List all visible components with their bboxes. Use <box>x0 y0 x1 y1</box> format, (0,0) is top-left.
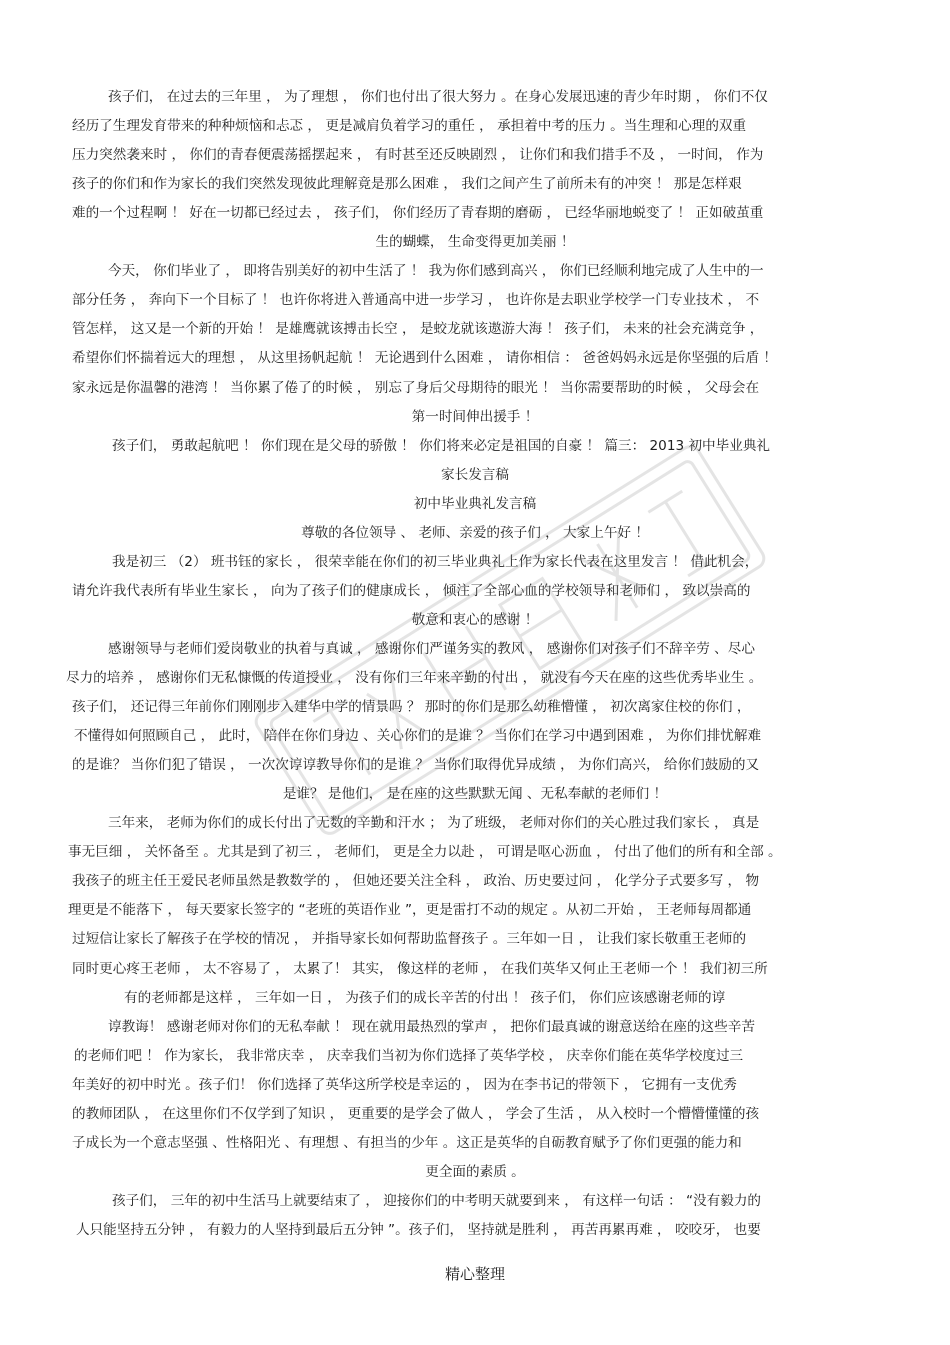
text-line: 经历了生理发育带来的种种烦恼和忐忑 ， 更是减肩负着学习的重任 ， 承担着中考的压力 。当生理和心理的双重 <box>72 118 747 134</box>
text-line: 的是谁？ 当你们犯了错误 ， 一次次谆谆教导你们的是谁 ？ 当你们取得优异成绩 ， 为你们高兴， 给你们鼓励的又 <box>72 757 760 773</box>
text-line: 初中毕业典礼发言稿 <box>413 496 537 512</box>
text-line: 有的老师都是这样 ， 三年如一日 ， 为孩子们的成长辛苦的付出 ！ 孩子们， 你们应该感谢老师的谆 <box>124 990 726 1006</box>
text-line: 尊敬的各位领导 、 老师、亲爱的孩子们 ， 大家上午好 ！ <box>301 525 649 541</box>
text-line: 家长发言稿 <box>441 467 509 483</box>
text-line: 我是初三 （2） 班书钰的家长 ， 很荣幸能在你们的初三毕业典礼上作为家长代表在这里发言 ！ 借此机会， <box>112 554 759 570</box>
text-line: 今天， 你们毕业了 ， 即将告别美好的初中生活了 ！ 我为你们感到高兴 ， 你们已经顺利地完成了人生中的一 <box>108 263 764 279</box>
text-line: 更全面的素质 。 <box>425 1164 525 1180</box>
text-line: 孩子们， 勇敢起航吧 ！ 你们现在是父母的骄傲 ！ 你们将来必定是祖国的自豪 ！ 篇三： 2013 初中毕业典礼 <box>112 438 771 454</box>
text-line: 敬意和衷心的感谢 ！ <box>411 612 539 628</box>
text-line: 尽力的培养 ， 感谢你们无私慷慨的传道授业 ， 没有你们三年来辛勤的付出 ， 就没有今天在座的这些优秀毕业生 。 <box>66 670 763 686</box>
text-line: 我孩子的班主任王爱民老师虽然是教数学的 ， 但她还要关注全科 ， 政治、历史要过问 ， 化学分子式要多写 ， 物 <box>72 873 760 889</box>
page-footer: 精心整理 <box>444 1265 505 1283</box>
text-line: 请允许我代表所有毕业生家长 ， 向为了孩子们的健康成长 ， 倾注了全部心血的学校领导和老师们 ， 致以崇高的 <box>72 583 751 599</box>
text-line: 生的蝴蝶， 生命变得更加美丽 ！ <box>375 234 575 250</box>
text-line: 家永远是你温馨的港湾 ！ 当你累了倦了的时候 ， 别忘了身后父母期待的眼光 ！ 当你需要帮助的时候 ， 父母会在 <box>72 380 760 396</box>
text-line: 过短信让家长了解孩子在学校的情况 ， 并指导家长如何帮助监督孩子 。三年如一日 ， 让我们家长敬重王老师的 <box>72 931 747 947</box>
text-line: 孩子们， 还记得三年前你们刚刚步入建华中学的情景吗 ？ 那时的你们是那么幼稚懵懂 ， 初次离家住校的你们 ， <box>72 699 751 715</box>
text-line: 的教师团队 ， 在这里你们不仅学到了知识 ， 更重要的是学会了做人 ， 学会了生活 ， 从入校时一个懵懵懂懂的孩 <box>72 1106 760 1122</box>
text-line: 难的一个过程啊 ！ 好在一切都已经过去 ， 孩子们， 你们经历了青春期的磨砺 ， 已经华丽地蜕变了 ！ 正如破茧重 <box>72 205 764 221</box>
text-line: 孩子的你们和作为家长的我们突然发现彼此理解竟是那么困难 ， 我们之间产生了前所未有的冲突 ！ 那是怎样艰 <box>72 176 742 192</box>
text-line: 感谢领导与老师们爱岗敬业的执着与真诚 ， 感谢你们严谨务实的教风 ， 感谢你们对孩子们不辞辛劳 、尽心 <box>108 641 755 657</box>
text-line: 管怎样， 这又是一个新的开始 ！ 是雄鹰就该搏击长空 ， 是蛟龙就该遨游大海 ！ 孩子们， 未来的社会充满竞争 ， <box>72 321 764 337</box>
text-line: 年美好的初中时光 。孩子们！ 你们选择了英华这所学校是幸运的 ， 因为在李书记的带领下 ， 它拥有一支优秀 <box>72 1077 737 1093</box>
text-line: 谆教诲！ 感谢老师对你们的无私奉献 ！ 现在就用最热烈的掌声 ， 把你们最真诚的谢意送给在座的这些辛苦 <box>108 1019 755 1035</box>
text-line: 事无巨细 ， 关怀备至 。尤其是到了初三 ， 老师们， 更是全力以赴 ， 可谓是呕心沥血 ， 付出了他们的所有和全部 。 <box>68 844 782 860</box>
text-line: 三年来， 老师为你们的成长付出了无数的辛勤和汗水 ； 为了班级， 老师对你们的关心胜过我们家长 ， 真是 <box>108 815 760 831</box>
text-line: 的老师们吧 ！ 作为家长， 我非常庆幸 ， 庆幸我们当初为你们选择了英华学校 ， 庆幸你们能在英华学校度过三 <box>74 1048 744 1064</box>
text-line: 部分任务 ， 奔向下一个目标了 ！ 也许你将进入普通高中进一步学习 ， 也许你是去职业学校学一门专业技术 ， 不 <box>72 292 760 308</box>
text-line: 孩子们， 在过去的三年里 ， 为了理想 ， 你们也付出了很大努力 。在身心发展迅速的青少年时期 ， 你们不仅 <box>108 89 768 105</box>
text-line: 理更是不能落下 ， 每天要家长签字的 “老班的英语作业 ”，更是雷打不动的规定 。从初二开始 ， 王老师每周都通 <box>68 902 752 918</box>
text-line: 孩子们， 三年的初中生活马上就要结束了 ， 迎接你们的中考明天就要到来 ， 有这样一句话 ： “没有毅力的 <box>112 1193 762 1209</box>
text-line: 不懂得如何照顾自己 ， 此时， 陪伴在你们身边 、关心你们的是谁 ？ 当你们在学习中遇到困难 ， 为你们排忧解难 <box>74 728 762 744</box>
text-line: 人只能坚持五分钟 ， 有毅力的人坚持到最后五分钟 ”。孩子们， 坚持就是胜利 ， 再苦再累再难 ， 咬咬牙， 也要 <box>76 1222 761 1238</box>
text-line: 第一时间伸出援手 ！ <box>411 409 539 425</box>
text-line: 压力突然袭来时 ， 你们的青春便震荡摇摆起来 ， 有时甚至还反映剧烈 ， 让你们和我们措手不及 ， 一时间， 作为 <box>72 147 764 163</box>
text-line: 是谁？ 是他们， 是在座的这些默默无闻 、无私奉献的老师们 ！ <box>282 786 668 802</box>
text-line: 子成长为一个意志坚强 、性格阳光 、有理想 、有担当的少年 。这正是英华的自砺教育赋予了你们更强的能力和 <box>72 1135 742 1151</box>
text-line: 同时更心疼王老师 ， 太不容易了 ， 太累了！ 其实， 像这样的老师 ， 在我们英华又何止王老师一个 ！ 我们初三所 <box>72 961 768 977</box>
text-line: 希望你们怀揣着远大的理想 ， 从这里扬帆起航 ！ 无论遇到什么困难 ， 请你相信 ： 爸爸妈妈永远是你坚强的后盾 ！ <box>72 350 777 366</box>
